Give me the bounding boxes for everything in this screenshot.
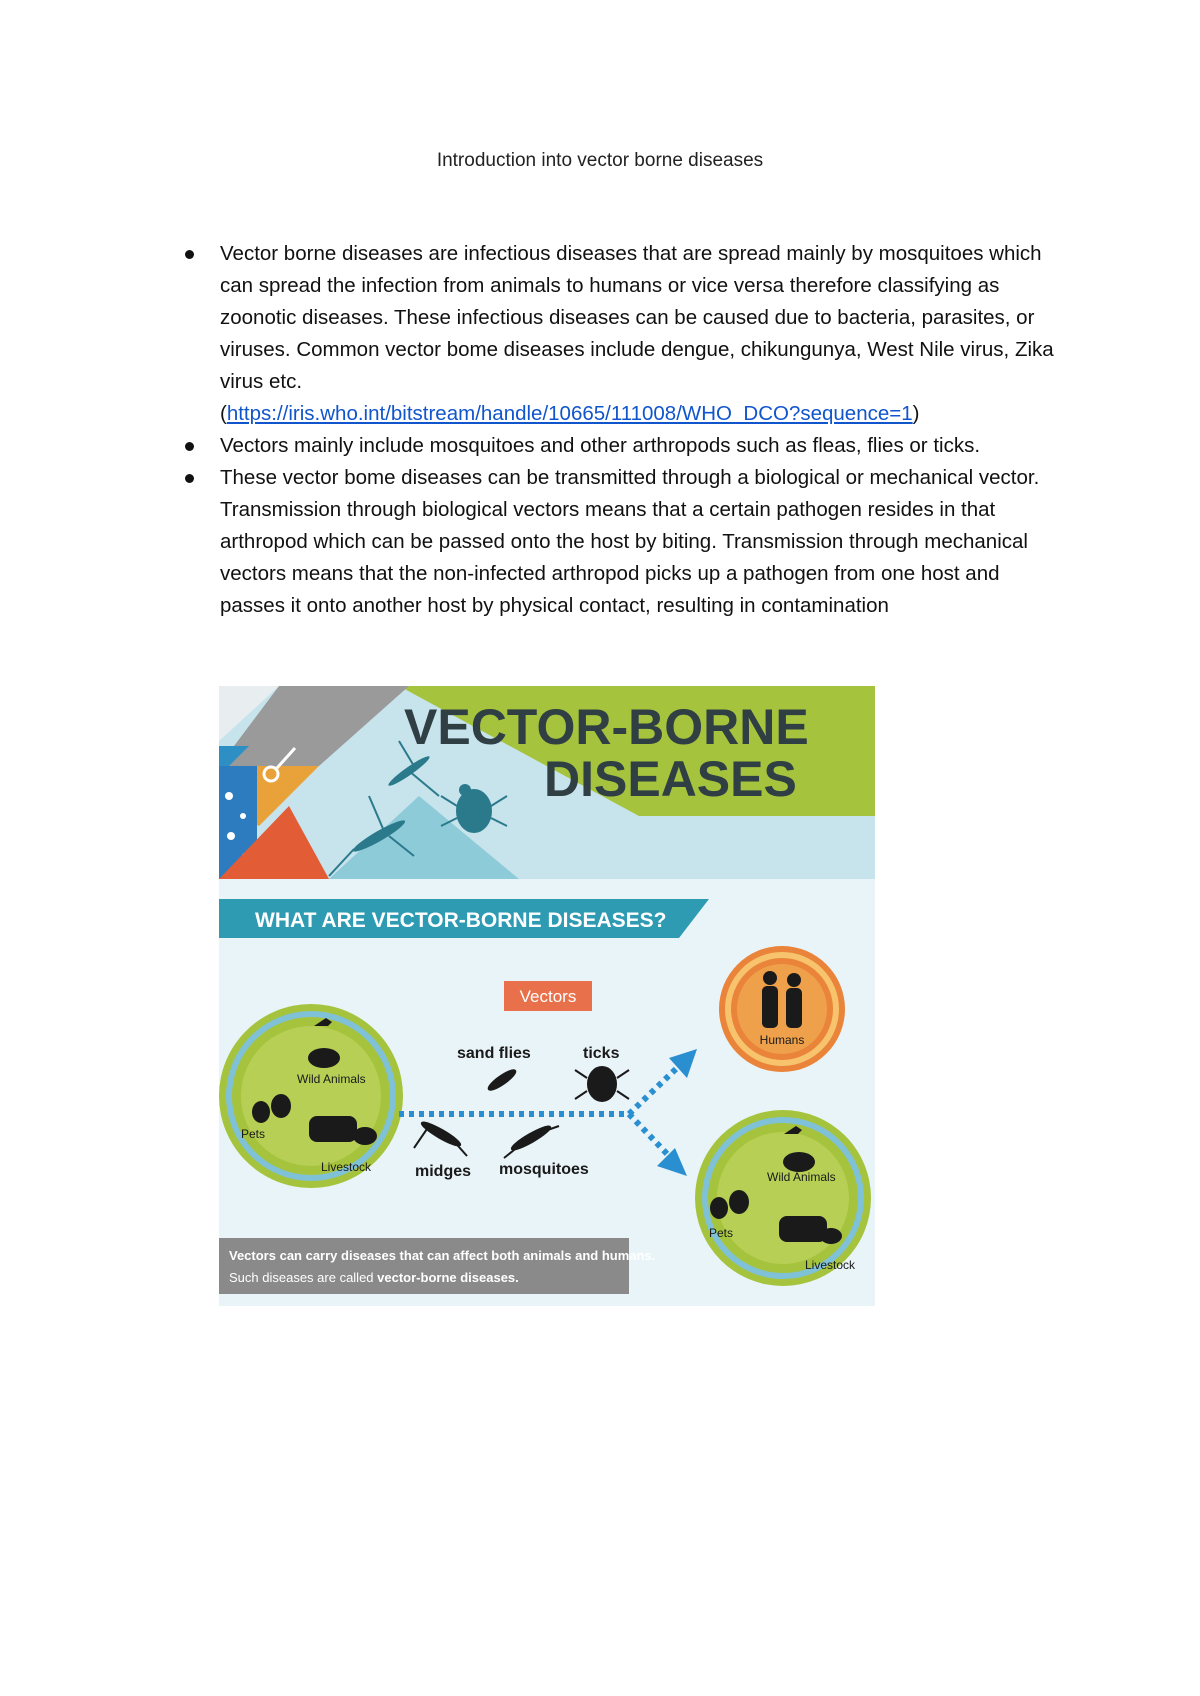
right-pets-label: Pets	[709, 1226, 734, 1240]
caption-line1: Vectors can carry diseases that can affect both animals and humans.	[229, 1248, 656, 1263]
bullet-item-definition	[180, 238, 1060, 430]
section-title: WHAT ARE VECTOR-BORNE DISEASES?	[255, 909, 667, 932]
left-wild-animals-label: Wild Animals	[297, 1072, 366, 1086]
mosquitoes-label: mosquitoes	[499, 1161, 589, 1178]
fox-icon-right	[783, 1152, 815, 1172]
dog-icon	[271, 1094, 291, 1118]
ticks-label: ticks	[583, 1045, 620, 1062]
midges-label: midges	[415, 1163, 472, 1180]
bullet-item-transmission	[180, 462, 1060, 622]
left-livestock-label: Livestock	[321, 1160, 372, 1174]
left-animal-circle	[219, 1004, 403, 1188]
banner-title-line2: DISEASES	[544, 751, 797, 807]
cat-icon-right	[710, 1197, 728, 1219]
who-reference-link[interactable]: https://iris.who.int/bitstream/handle/10665/111008/WHO_DCO?sequence=1	[226, 402, 913, 425]
close-paren: )	[912, 402, 920, 425]
cow-icon-right	[779, 1216, 827, 1242]
left-pets-label: Pets	[241, 1127, 266, 1141]
cow-icon	[309, 1116, 357, 1142]
cat-icon	[252, 1101, 270, 1123]
humans-circle	[719, 946, 845, 1072]
vector-borne-infographic	[219, 686, 875, 1306]
banner-title-line1: VECTOR-BORNE	[404, 699, 809, 755]
sheep-icon	[353, 1127, 377, 1145]
tick-vector-icon	[588, 1067, 616, 1101]
dog-icon-right	[729, 1190, 749, 1214]
caption-line2-bold: vector-borne diseases.	[377, 1270, 519, 1285]
bullet-text-vectors: Vectors mainly include mosquitoes and other arthropods such as fleas, flies or ticks.	[220, 434, 981, 457]
caption-line2	[229, 1270, 519, 1285]
fox-icon	[308, 1048, 340, 1068]
humans-label: Humans	[759, 1033, 805, 1047]
vectors-label: Vectors	[519, 987, 577, 1006]
infographic-svg	[219, 686, 875, 1306]
document-title: Introduction into vector borne diseases	[436, 150, 764, 171]
sand-flies-label: sand flies	[457, 1045, 531, 1062]
caption-line2-prefix: Such diseases are called	[229, 1270, 378, 1285]
right-wild-animals-label: Wild Animals	[767, 1170, 836, 1184]
bullet-list	[180, 238, 1060, 622]
bullet-text-definition: Vector borne diseases are infectious diseases that are spread mainly by mosquitoes which can spread the infection from animals to humans or vice versa therefore classifying as zoonotic diseases. These infectious diseases can be caused due to bacteria, parasites, or viruses. Common vector bome diseases include dengue, chikungunya, West Nile virus, Zika virus etc.	[220, 242, 1054, 393]
bullet-item-vectors	[180, 430, 1060, 462]
right-livestock-label: Livestock	[805, 1258, 856, 1272]
sheep-icon-right	[820, 1228, 842, 1244]
caption-box	[219, 1238, 629, 1294]
open-paren: (	[220, 402, 227, 425]
bullet-text-transmission: These vector bome diseases can be transmitted through a biological or mechanical vector. Transmission through biological vectors means that a certain pathogen resides in that arthropod which can be passed onto the host by biting. Transmission through mechanical vectors means that the non-infected arthropod picks up a pathogen from one host and passes it onto another host by physical contact, resulting in contamination	[220, 466, 1040, 617]
